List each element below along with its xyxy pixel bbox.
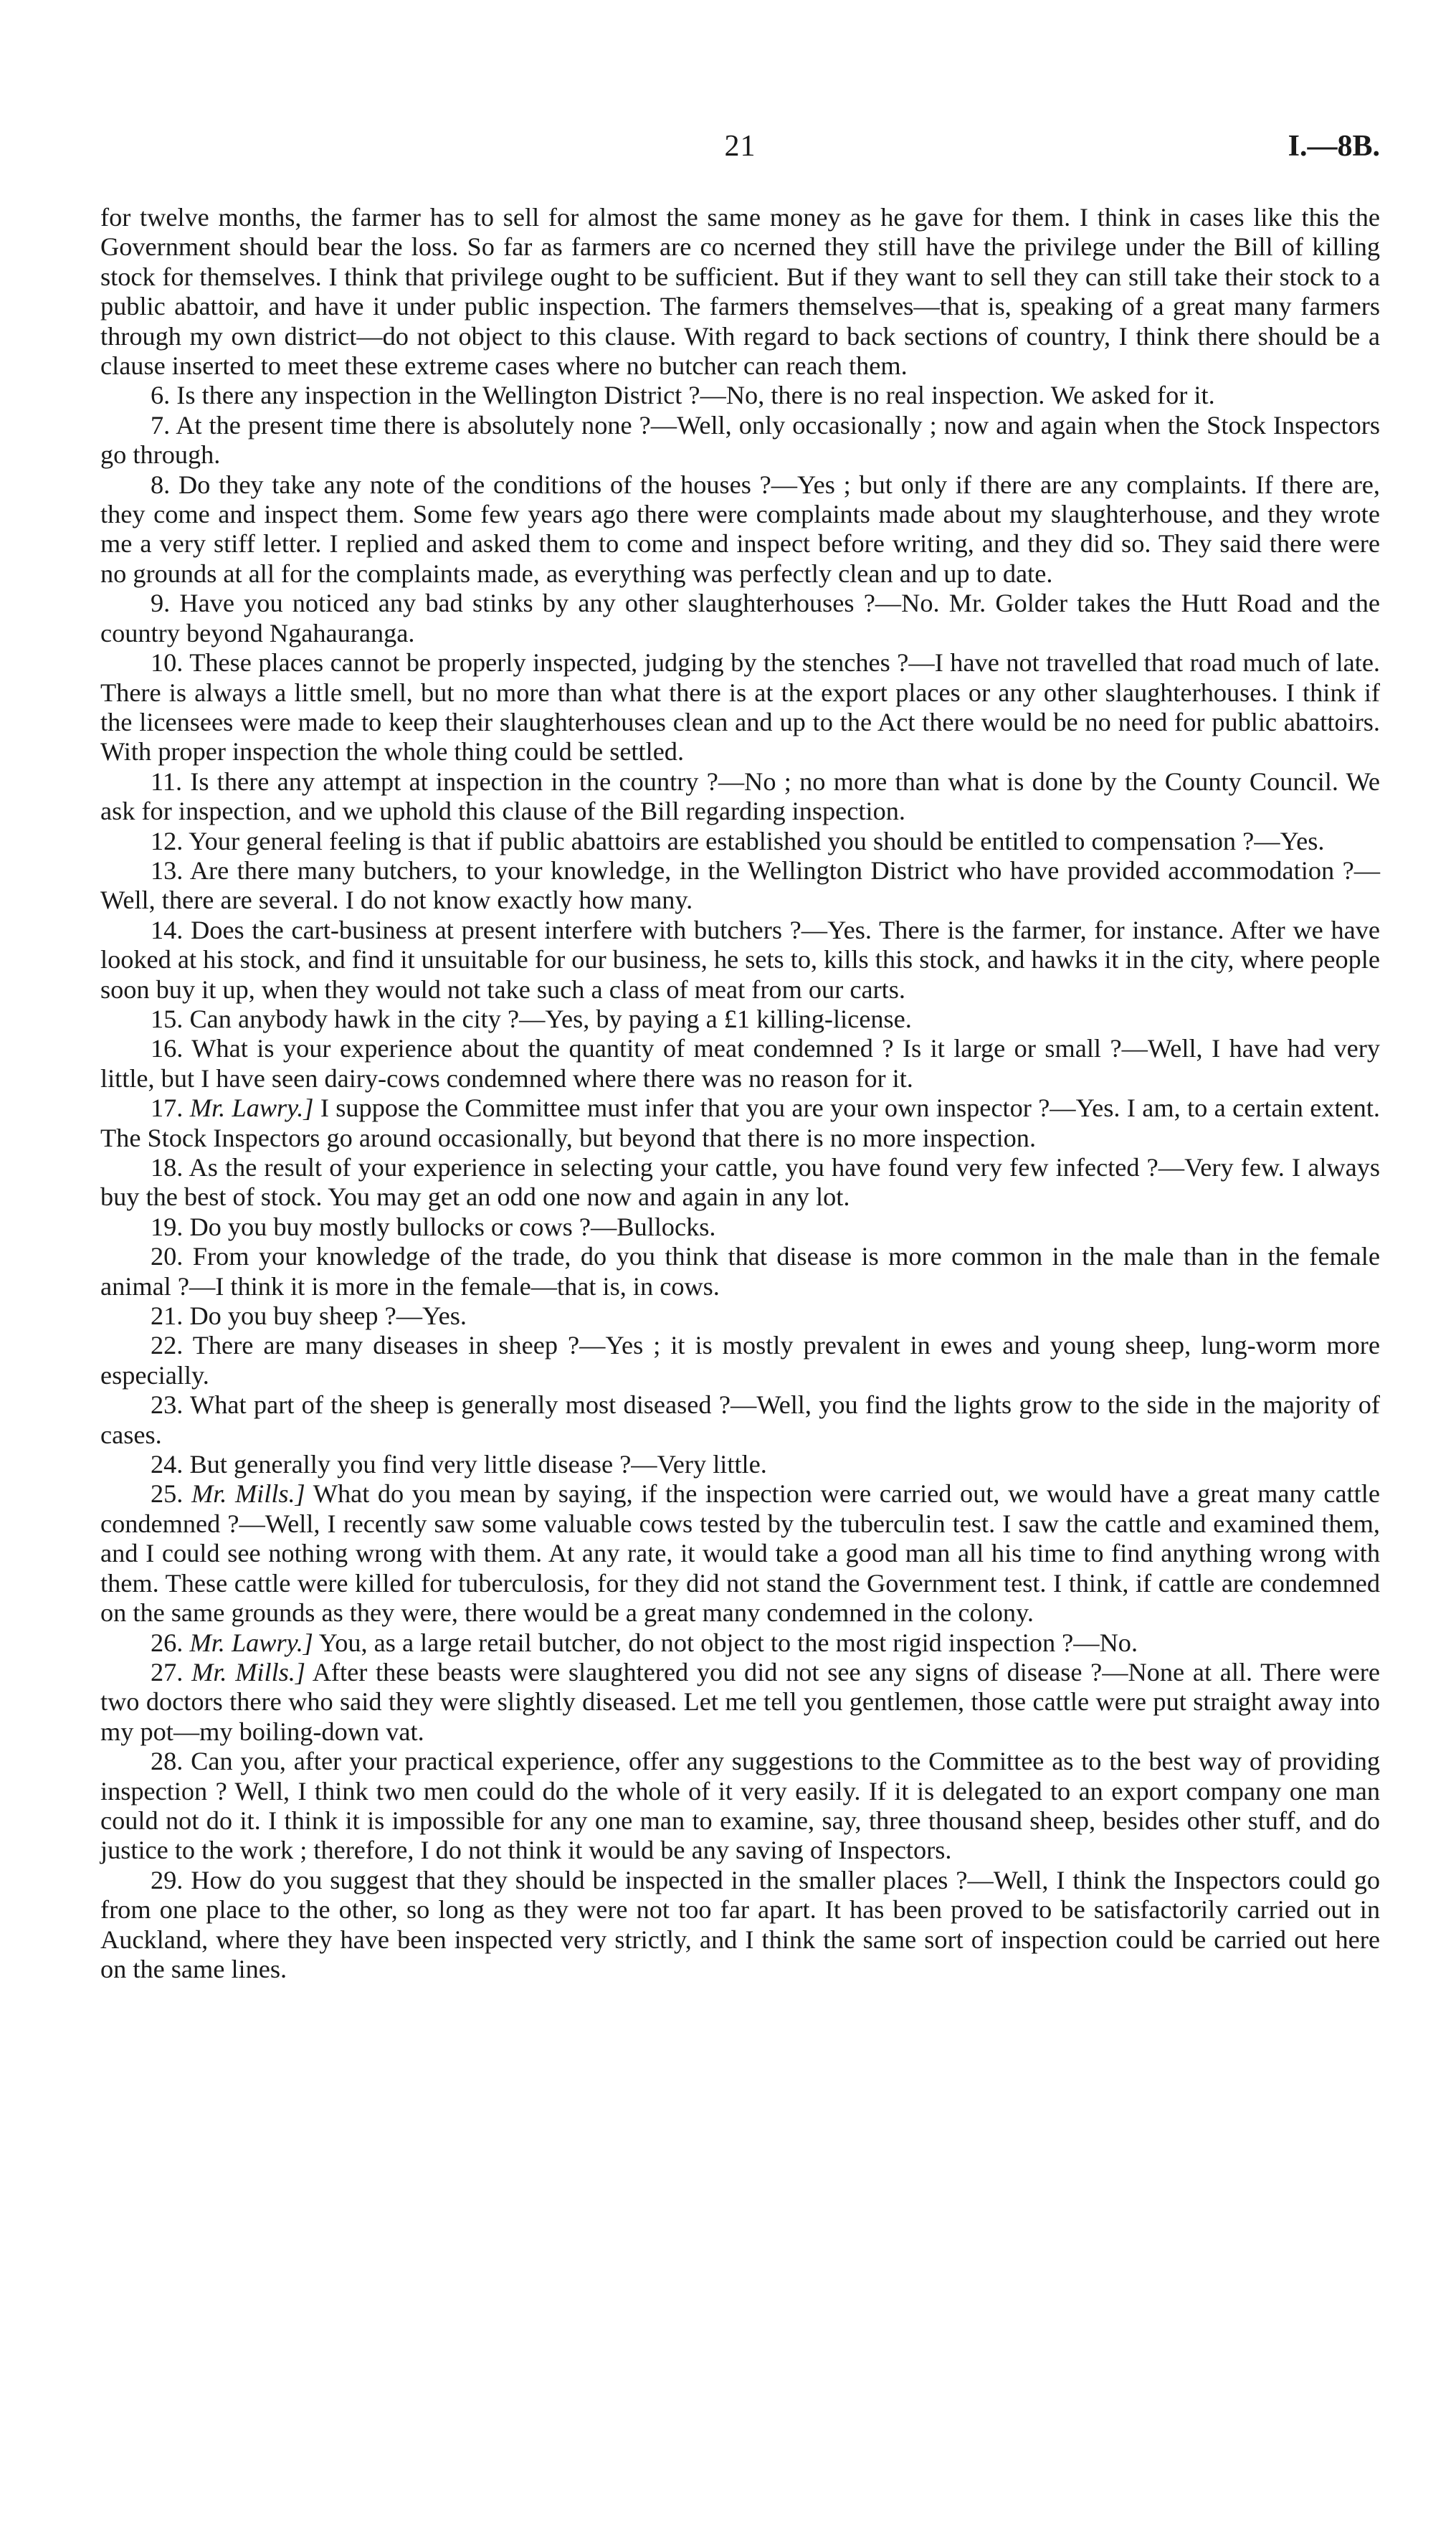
question-number: 26. [151,1628,184,1657]
paragraph: 7. At the present time there is absolutely none ?—Well, only occasionally ; now and again when the Stock Inspectors go through. [100,410,1380,470]
question-number: 27. [151,1657,184,1686]
paragraph: 10. These places cannot be properly inspected, judging by the stenches ?—I have not travelled that road much of late. There is always a little smell, but no more than what there is at the export places or any other slaughterhouses. I think if the licensees were made to keep their slaughterhouses clean and up to the Act there would be no need for public abattoirs. With proper inspection the whole thing could be settled. [100,648,1380,767]
paragraph: 21. Do you buy sheep ?—Yes. [151,1301,467,1331]
paragraph: 17. Mr. Lawry.] I suppose the Committee must infer that you are your own inspector ?—Yes. I am, to a certain extent. The Stock Inspectors go around occasionally, but beyond that there is no more inspection. [100,1093,1380,1152]
paragraph: 12. Your general feeling is that if public abattoirs are established you should be entitled to compensation ?—Yes. [151,826,1325,855]
paragraph: 29. How do you suggest that they should be inspected in the smaller places ?—Well, I think the Inspectors could go from one place to the other, so long as they were not too far apart. It has been proved to be satisfactorily carried out in Auckland, where they have been inspected very strictly, and I think the same sort of inspection could be carried out here on the same lines. [100,1865,1380,1983]
paragraph: 25. Mr. Mills.] What do you mean by saying, if the inspection were carried out, we would have a great many cattle condemned ?—Well, I recently saw some valuable cows tested by the tuberculin test. I saw the cattle and examined them, and I could see nothing wrong with them. At any rate, it would take a good man all his time to find anything wrong with them. These cattle were killed for tuberculosis, for they did not stand the Government test. I think, if cattle are condemned on the same grounds as they were, there would be a great many condemned in the colony. [100,1479,1380,1628]
speaker-label: Mr. Lawry.] [189,1628,313,1657]
speaker-label: Mr. Mills.] [191,1479,305,1509]
page-number: 21 [724,130,756,163]
question-number: 17. [151,1093,184,1123]
paragraph: 18. As the result of your experience in selecting your cattle, you have found very few infected ?—Very few. I always buy the best of stock. You may get an odd one now and again in any lot. [100,1153,1380,1212]
paragraph: 19. Do you buy mostly bullocks or cows ?—Bullocks. [151,1212,716,1241]
paragraph: 9. Have you noticed any bad stinks by any other slaughterhouses ?—No. Mr. Golder takes the Hutt Road and the country beyond Ngahauranga. [100,589,1380,647]
paragraph: 24. But generally you find very little disease ?—Very little. [151,1450,767,1479]
paragraph: 26. Mr. Lawry.] You, as a large retail butcher, do not object to the most rigid inspection ?—No. [151,1628,1138,1657]
paragraph: 23. What part of the sheep is generally most diseased ?—Well, you find the lights grow to the side in the majority of cases. [100,1390,1380,1449]
paragraph: for twelve months, the farmer has to sell for almost the same money as he gave for them. I think in cases like this the Government should bear the loss. So far as farmers are co ncerned they still have the privilege under the Bill of killing stock for themselves. I think that privilege ought to be sufficient. But if they want to sell they can still take their stock to a public abattoir, and have it under public inspection. The farmers themselves—that is, speaking of a great many farmers through my own district—do not object to this clause. With regard to back sections of country, I think there should be a clause inserted to meet these extreme cases where no butcher can reach them. [100,203,1380,381]
paragraph: 28. Can you, after your practical experience, offer any suggestions to the Committee as to the best way of providing inspection ? Well, I think two men could do the whole of it very easily. If it is delegated to an export company one man could not do it. I think it is impossible for any one man to examine, say, three thousand sheep, besides other stuff, and do justice to the work ; therefore, I do not think it would be any saving of Inspectors. [100,1747,1380,1865]
paragraph: 11. Is there any attempt at inspection in the country ?—No ; no more than what is done by the County Council. We ask for inspection, and we uphold this clause of the Bill regarding inspection. [100,767,1380,826]
paragraph: 8. Do they take any note of the conditions of the houses ?—Yes ; but only if there are any complaints. If there are, they come and inspect them. Some few years ago there were complaints made about my slaughterhouse, and they wrote me a very stiff letter. I replied and asked them to come and inspect before writing, and they did so. They said there were no grounds at all for the complaints made, as everything was perfectly clean and up to date. [100,470,1380,588]
paragraph: 27. Mr. Mills.] After these beasts were slaughtered you did not see any signs of disease ?—None at all. There were two doctors there who said they were slightly diseased. Let me tell you gentlemen, those cattle were put straight away into my pot—my boiling-down vat. [100,1657,1380,1746]
paragraph: 13. Are there many butchers, to your knowledge, in the Wellington District who have provided accommodation ?—Well, there are several. I do not know exactly how many. [100,855,1380,915]
paragraph: 15. Can anybody hawk in the city ?—Yes, by paying a £1 killing-license. [151,1004,912,1033]
paragraph: 22. There are many diseases in sheep ?—Yes ; it is mostly prevalent in ewes and young sheep, lung-worm more especially. [100,1331,1380,1390]
speaker-label: Mr. Mills.] [191,1657,306,1686]
page-header [100,129,1380,172]
document-reference: I.—8B. [1288,130,1380,163]
speaker-label: Mr. Lawry.] [189,1093,314,1123]
paragraph: 6. Is there any inspection in the Wellington District ?—No, there is no real inspection. We asked for it. [151,381,1215,410]
paragraph: 20. From your knowledge of the trade, do you think that disease is more common in the male than in the female animal ?—I think it is more in the female—that is, in cows. [100,1242,1380,1301]
question-number: 25. [151,1479,184,1509]
paragraph: 16. What is your experience about the quantity of meat condemned ? Is it large or small ?—Well, I have had very little, but I have seen dairy-cows condemned where there was no reason for it. [100,1034,1380,1093]
body-text [100,203,1380,1984]
paragraph: 14. Does the cart-business at present interfere with butchers ?—Yes. There is the farmer, for instance. After we have looked at his stock, and find it unsuitable for our business, he sets to, kills this stock, and hawks it in the city, where people soon buy it up, when they would not take such a class of meat from our carts. [100,915,1380,1004]
